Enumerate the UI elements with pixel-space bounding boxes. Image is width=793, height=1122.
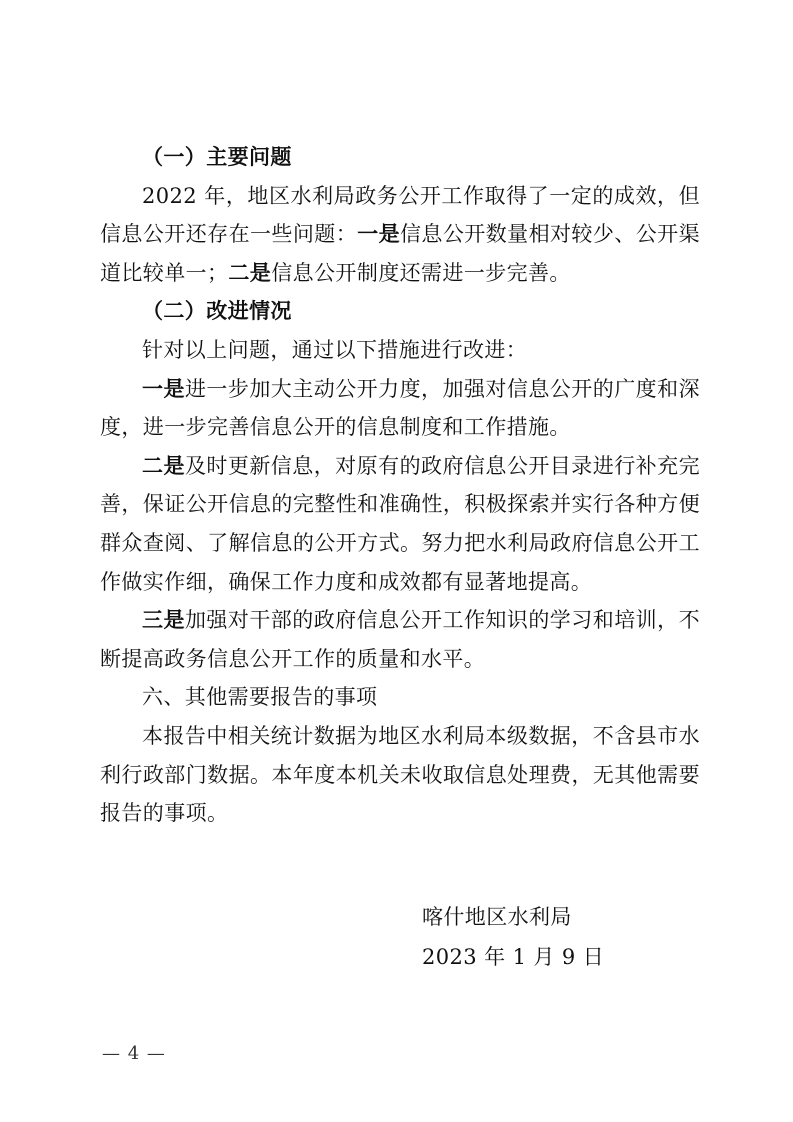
page-number: — 4 — xyxy=(102,1043,166,1064)
measure-bold-1: 一是 xyxy=(142,376,185,401)
measure-paragraph-3 xyxy=(100,601,700,678)
problems-text-c: 信息公开制度还需进一步完善。 xyxy=(271,260,571,285)
measure-text-2: 及时更新信息，对原有的政府信息公开目录进行补充完善，保证公开信息的完整性和准确性，积极探索并实行各种方便群众查阅、了解信息的公开方式。努力把水利局政府信息公开工作做实作细，确保工作力度和成效都有显著地提高。 xyxy=(100,453,700,594)
problems-text-b: 信息公开数量相对较少、公开渠道比较单一； xyxy=(100,222,700,285)
other-paragraph: 本报告中相关统计数据为地区水利局本级数据，不含县市水利行政部门数据。本年度本机关未收取信息处理费，无其他需要报告的事项。 xyxy=(100,723,700,826)
measure-bold-2: 二是 xyxy=(142,453,185,478)
document-body xyxy=(100,138,700,833)
problems-paragraph xyxy=(100,177,700,293)
measure-text-3: 加强对干部的政府信息公开工作知识的学习和培训，不断提高政务信息公开工作的质量和水平。 xyxy=(100,608,700,671)
measure-paragraph-2 xyxy=(100,447,700,601)
signature-organization: 喀什地区水利局 xyxy=(422,905,572,929)
problems-bold-2: 二是 xyxy=(228,260,272,285)
problems-text-a: 2022 年，地区水利局政务公开工作取得了一定的成效，但信息公开还存在一些问题： xyxy=(100,183,700,247)
other-heading: 六、其他需要报告的事项 xyxy=(142,685,378,710)
problems-heading: （一）主要问题 xyxy=(142,145,292,169)
improvement-heading: （二）改进情况 xyxy=(142,299,292,324)
signature-date: 2023 年 1 月 9 日 xyxy=(422,945,605,969)
measure-bold-3: 三是 xyxy=(142,608,185,633)
signature-block xyxy=(422,897,604,977)
measure-text-1: 进一步加大主动公开力度，加强对信息公开的广度和深度，进一步完善信息公开的信息制度和工作措施。 xyxy=(100,376,700,440)
measure-paragraph-1 xyxy=(100,370,700,447)
improvement-intro: 针对以上问题，通过以下措施进行改进： xyxy=(142,337,528,362)
problems-bold-1: 一是 xyxy=(357,222,400,247)
